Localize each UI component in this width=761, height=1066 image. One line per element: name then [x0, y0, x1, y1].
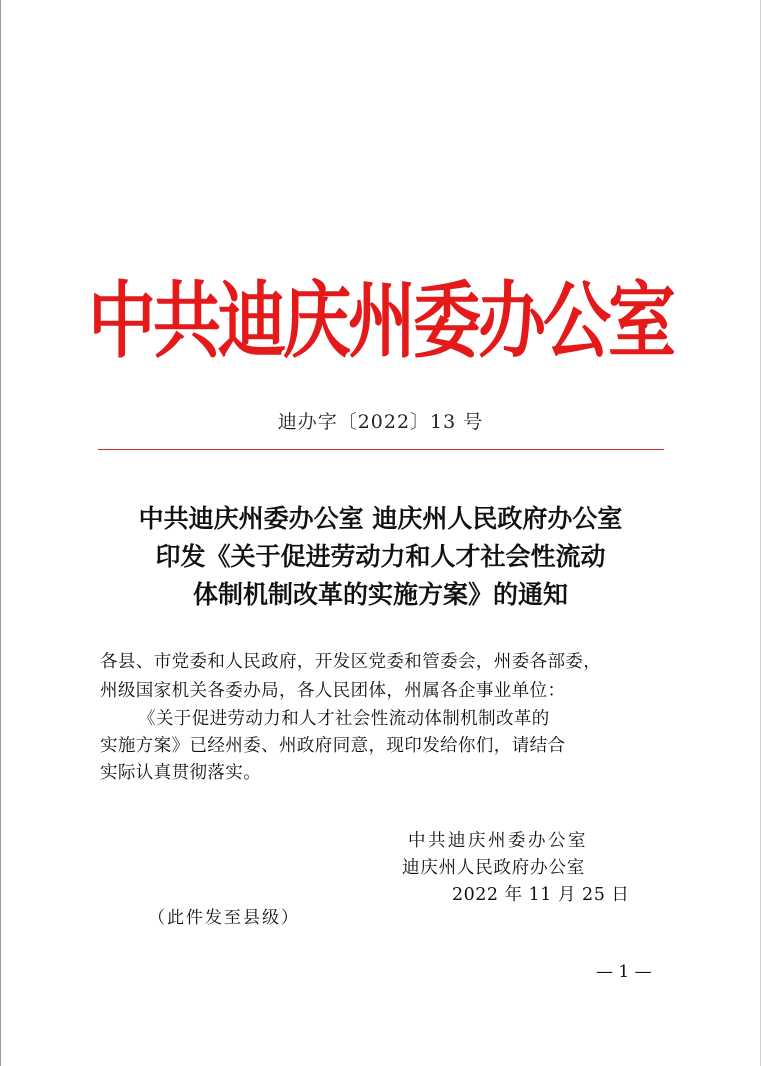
signature-org-1: 中共迪庆州委办公室	[408, 831, 588, 851]
distribution-note: （此件发至县级）	[148, 908, 300, 928]
title-line-3: 体制机制改革的实施方案》的通知	[192, 580, 568, 609]
signature-block	[400, 828, 640, 909]
body-line-2: 实施方案》已经州委、州政府同意，现印发给你们，请结合	[100, 736, 566, 756]
recipients-line-2: 州级国家机关各委办局，各人民团体，州属各企事业单位：	[100, 681, 566, 701]
body-line-1: 《关于促进劳动力和人才社会性流动体制机制改革的	[138, 709, 550, 729]
title-line-1: 中共迪庆州委办公室 迪庆州人民政府办公室	[138, 504, 623, 533]
signature-date: 2022 年 11 月 25 日	[452, 885, 630, 905]
red-separator-line	[98, 449, 664, 450]
title-line-2: 印发《关于促进劳动力和人才社会性流动	[155, 542, 606, 571]
signature-org-2: 迪庆州人民政府办公室	[402, 858, 585, 878]
page-number: — 1 —	[596, 962, 652, 982]
page-left-edge	[0, 0, 1, 1066]
body-paragraph	[100, 706, 670, 787]
recipients-block	[100, 648, 670, 706]
body-line-3: 实际认真贯彻落实。	[100, 763, 262, 783]
issuer-red-header: 中共迪庆州委办公室	[87, 274, 673, 371]
document-number: 迪办字〔2022〕13 号	[277, 411, 484, 433]
document-title	[60, 500, 701, 614]
recipients-line-1: 各县、市党委和人民政府，开发区党委和管委会，州委各部委，	[100, 652, 602, 672]
